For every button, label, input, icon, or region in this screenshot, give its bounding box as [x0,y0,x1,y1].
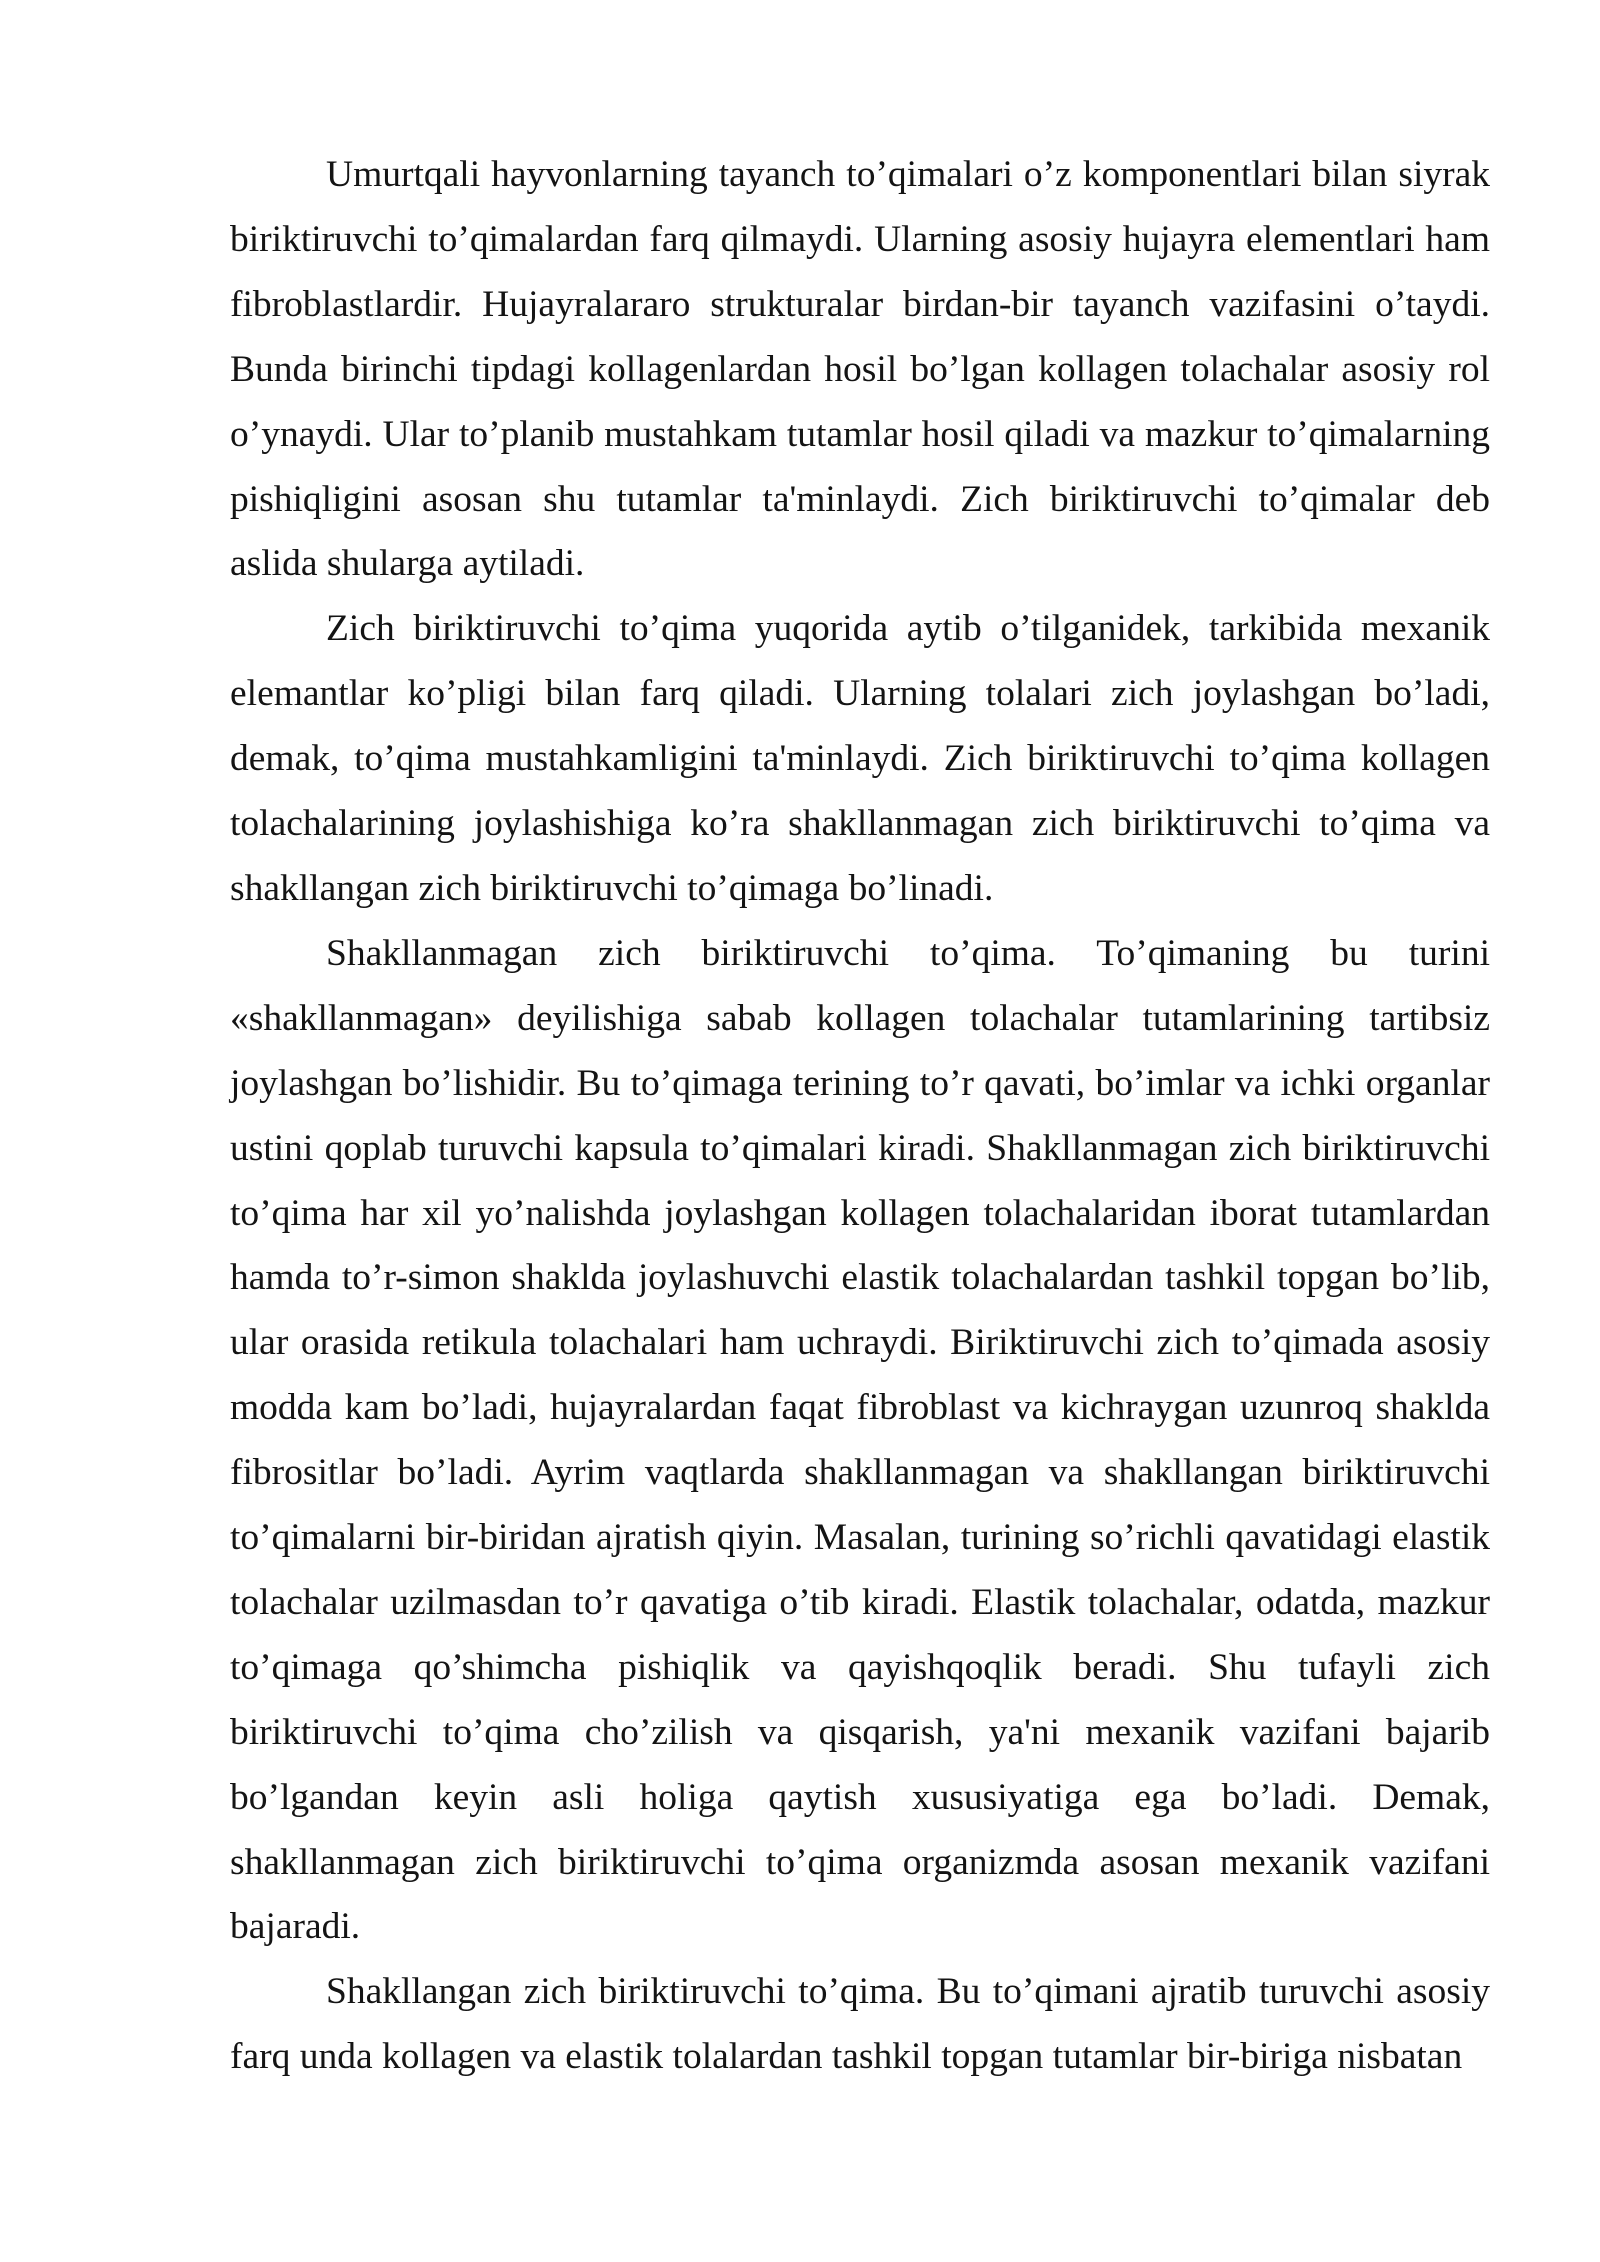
paragraph-3: Shakllanmagan zich biriktiruvchi to’qima. To’qimaning bu turini «shakllanmagan» deyilishiga sabab kollagen tolachalar tutamlarining tartibsiz joylashgan bo’lishidir. Bu to’qimaga terining to’r qavati, bo’imlar va ichki organlar ustini qoplab turuvchi kapsula to’qimalari kiradi. Shakllanmagan zich biriktiruvchi to’qima har xil yo’nalishda joylashgan kollagen tolachalaridan iborat tutamlardan hamda to’r-simon shaklda joylashuvchi elastik tolachalardan tashkil topgan bo’lib, ular orasida retikula tolachalari ham uchraydi. Biriktiruvchi zich to’qimada asosiy modda kam bo’ladi, hujayralardan faqat fibroblast va kichraygan uzunroq shaklda fibrositlar bo’ladi. Ayrim vaqtlarda shakllanmagan va shakllangan biriktiruvchi to’qimalarni bir-biridan ajratish qiyin. Masalan, turining so’richli qavatidagi elastik tolachalar uzilmasdan to’r qavatiga o’tib kiradi. Elastik tolachalar, odatda, mazkur to’qimaga qo’shimcha pishiqlik va qayishqoqlik beradi. Shu tufayli zich biriktiruvchi to’qima cho’zilish va qisqarish, ya'ni mexanik vazifani bajarib bo’lgandan keyin asli holiga qaytish xususiyatiga ega bo’ladi. Demak, shakllanmagan zich biriktiruvchi to’qima organizmda asosan mexanik vazifani bajaradi. [230,932,1490,1948]
paragraph-1: Umurtqali hayvonlarning tayanch to’qimalari o’z komponentlari bilan siyrak biriktiruvchi to’qimalardan farq qilmaydi. Ularning asosiy hujayra elementlari ham fibroblastlardir. Hujayralararo strukturalar birdan-bir tayanch vazifasini o’taydi. Bunda birinchi tipdagi kollagenlardan hosil bo’lgan kollagen tolachalar asosiy rol o’ynaydi. Ular to’planib mustahkam tutamlar hosil qiladi va mazkur to’qimalarning pishiqligini asosan shu tutamlar ta'minlaydi. Zich biriktiruvchi to’qimalar deb aslida shularga aytiladi. [230,154,1490,585]
document-page [230,143,1490,2090]
paragraph-2: Zich biriktiruvchi to’qima yuqorida aytib o’tilganidek, tarkibida mexanik elemantlar ko’pligi bilan farq qiladi. Ularning tolalari zich joylashgan bo’ladi, demak, to’qima mustahkamligini ta'minlaydi. Zich biriktiruvchi to’qima kollagen tolachalarining joylashishiga ko’ra shakllanmagan zich biriktiruvchi to’qima va shakllangan zich biriktiruvchi to’qimaga bo’linadi. [230,608,1490,909]
paragraph-4: Shakllangan zich biriktiruvchi to’qima. Bu to’qimani ajratib turuvchi asosiy farq unda kollagen va elastik tolalardan tashkil topgan tutamlar bir-biriga nisbatan [230,1971,1490,2078]
